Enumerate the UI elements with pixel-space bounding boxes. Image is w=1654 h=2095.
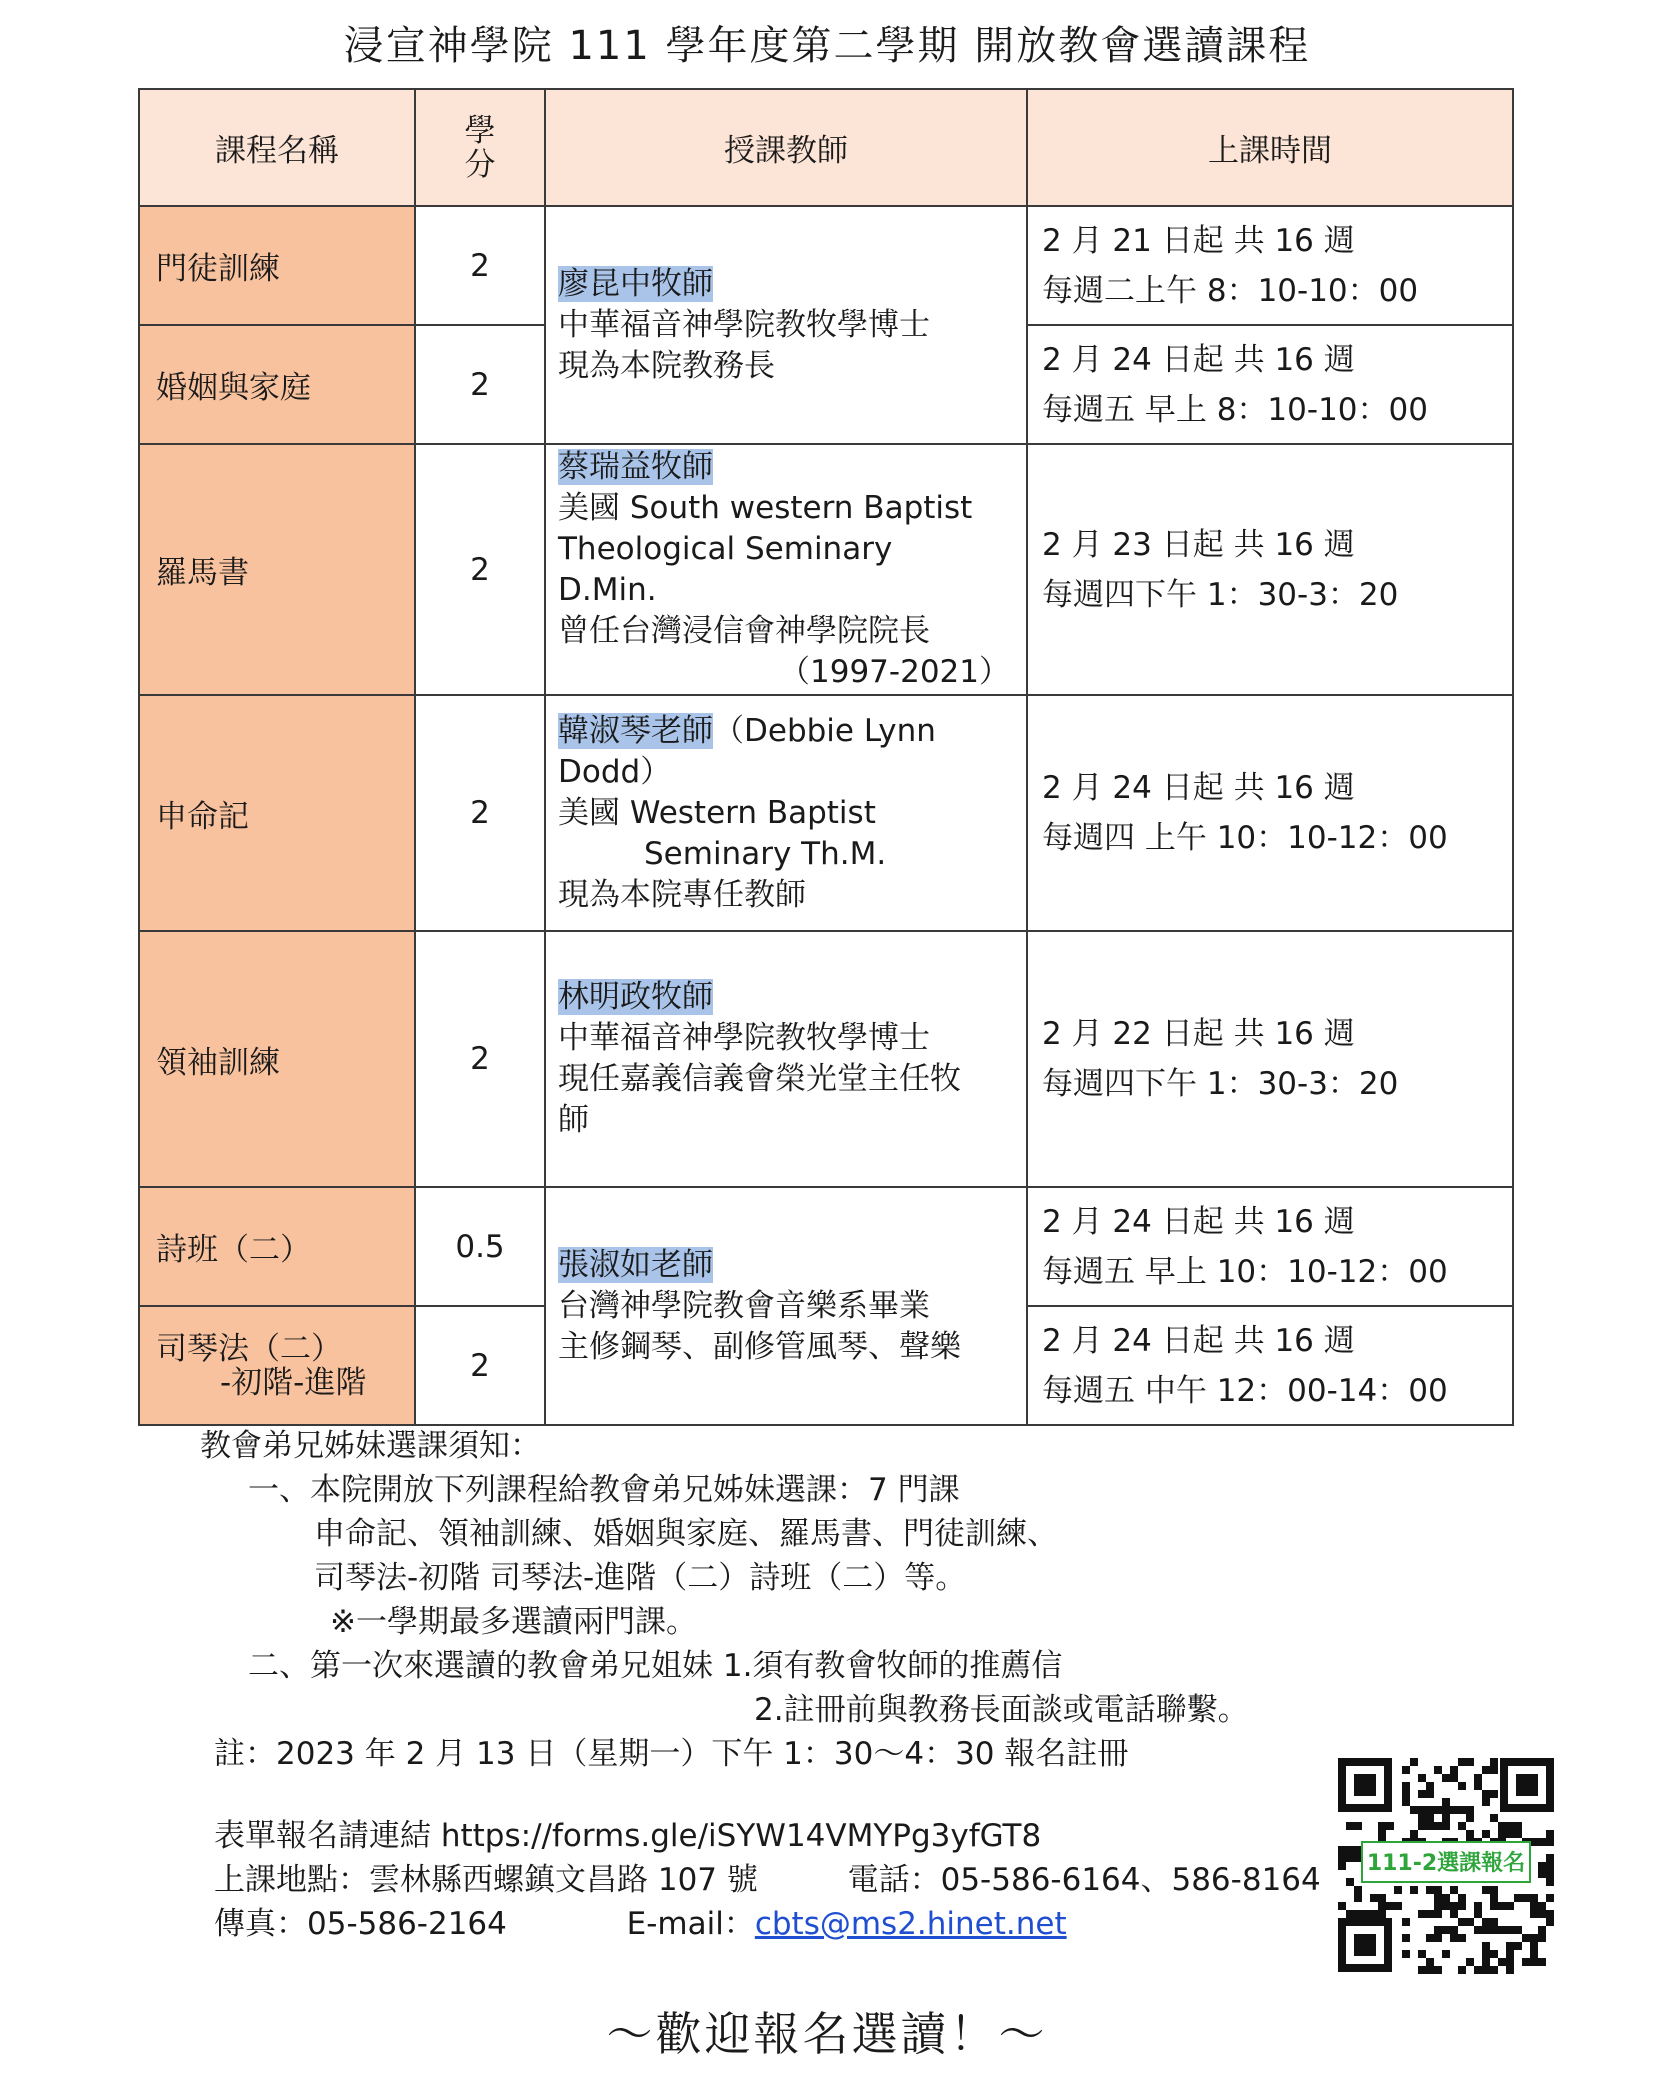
qr-code-icon[interactable] xyxy=(1336,1756,1556,1974)
course-start: 2 月 21 日起 共 16 週 xyxy=(1042,222,1355,259)
course-schedule: 每週五 早上 8：10-10：00 xyxy=(1042,391,1428,428)
teacher-bio: 現為本院教務長 xyxy=(558,347,775,384)
teacher-name: 韓淑琴老師 xyxy=(558,712,713,749)
teacher-bio: 台灣神學院教會音樂系畢業 xyxy=(558,1287,930,1324)
course-name: 門徒訓練 xyxy=(139,206,415,325)
course-time xyxy=(1027,206,1513,325)
teacher-bio: 曾任台灣浸信會神學院院長 xyxy=(558,612,930,649)
table-row xyxy=(139,695,1513,931)
course-name: 詩班（二） xyxy=(139,1187,415,1306)
course-start: 2 月 24 日起 共 16 週 xyxy=(1042,341,1355,378)
teacher-bio: 美國 South western Baptist xyxy=(558,489,973,526)
teacher-bio: 現任嘉義信義會榮光堂主任牧 xyxy=(558,1061,961,1097)
course-credit: 2 xyxy=(415,325,545,444)
course-credit: 2 xyxy=(415,1306,545,1425)
table-row xyxy=(139,206,1513,325)
course-name: 領袖訓練 xyxy=(139,931,415,1187)
header-credit-line1: 學 xyxy=(464,112,496,149)
table-header-row xyxy=(139,89,1513,206)
notes-item-1: 一、本院開放下列課程給教會弟兄姊妹選課：7 門課 xyxy=(248,1472,960,1508)
teacher-name: 張淑如老師 xyxy=(558,1246,713,1283)
course-start: 2 月 23 日起 共 16 週 xyxy=(1042,526,1355,563)
course-start: 2 月 24 日起 共 16 週 xyxy=(1042,1203,1355,1240)
header-credit-line2: 分 xyxy=(464,146,496,183)
teacher-bio: Theological Seminary xyxy=(558,530,893,567)
course-schedule: 每週四下午 1：30-3：20 xyxy=(1042,1066,1399,1102)
teacher-bio: 師 xyxy=(558,1102,589,1138)
course-credit: 2 xyxy=(415,206,545,325)
teacher-name: 蔡瑞益牧師 xyxy=(558,448,713,485)
teacher-cell xyxy=(545,1187,1027,1425)
course-time xyxy=(1027,1187,1513,1306)
course-time xyxy=(1027,695,1513,931)
course-name-sub: -初階-進階 xyxy=(220,1364,367,1401)
course-time xyxy=(1027,1306,1513,1425)
email-label: E-mail： xyxy=(626,1906,755,1942)
qr-label: 111-2選課報名 xyxy=(1366,1851,1526,1876)
course-schedule: 每週二上午 8：10-10：00 xyxy=(1042,272,1419,309)
teacher-name-suffix: （Debbie Lynn xyxy=(713,712,936,749)
course-time xyxy=(1027,325,1513,444)
course-credit: 2 xyxy=(415,444,545,695)
course-name: 婚姻與家庭 xyxy=(139,325,415,444)
teacher-bio: （1997-2021） xyxy=(779,653,1010,690)
phone: 電話：05-586-6164、586-8164 xyxy=(847,1862,1321,1898)
header-course-name: 課程名稱 xyxy=(139,89,415,206)
course-credit: 2 xyxy=(415,931,545,1187)
fax: 傳真：05-586-2164 xyxy=(214,1906,507,1942)
header-time: 上課時間 xyxy=(1027,89,1513,206)
course-start: 2 月 24 日起 共 16 週 xyxy=(1042,1322,1355,1359)
notes-item-1-courses: 申命記、領袖訓練、婚姻與家庭、羅馬書、門徒訓練、 xyxy=(314,1516,1058,1552)
course-credit: 2 xyxy=(415,695,545,931)
teacher-cell xyxy=(545,444,1027,695)
course-start: 2 月 22 日起 共 16 週 xyxy=(1042,1016,1355,1052)
teacher-bio: 主修鋼琴、副修管風琴、聲樂 xyxy=(558,1328,961,1365)
address: 上課地點：雲林縣西螺鎮文昌路 107 號 xyxy=(214,1862,758,1898)
teacher-cell xyxy=(545,206,1027,444)
teacher-bio: Seminary Th.M. xyxy=(644,835,887,872)
notes-heading: 教會弟兄姊妹選課須知： xyxy=(200,1428,541,1464)
teacher-bio: 中華福音神學院教牧學博士 xyxy=(558,306,930,343)
course-schedule: 每週四下午 1：30-3：20 xyxy=(1042,576,1399,613)
contact-info xyxy=(214,1814,1321,1946)
notes-item-2-line2: 2.註冊前與教務長面談或電話聯繫。 xyxy=(754,1692,1249,1728)
page-title: 浸宣神學院 111 學年度第二學期 開放教會選讀課程 xyxy=(343,23,1311,69)
welcome-message: ～歡迎報名選讀！～ xyxy=(606,2007,1048,2061)
teacher-bio: 美國 Western Baptist xyxy=(558,794,876,831)
course-time xyxy=(1027,444,1513,695)
course-table xyxy=(138,88,1514,1426)
course-schedule: 每週五 中午 12：00-14：00 xyxy=(1042,1372,1448,1409)
registration-note: 註：2023 年 2 月 13 日（星期一）下午 1：30～4：30 報名註冊 xyxy=(214,1736,1129,1772)
header-credit xyxy=(415,89,545,206)
course-name-cell xyxy=(139,1306,415,1425)
course-schedule: 每週五 早上 10：10-12：00 xyxy=(1042,1253,1448,1290)
table-row xyxy=(139,444,1513,695)
teacher-bio: 現為本院專任教師 xyxy=(558,876,806,913)
table-row xyxy=(139,1187,1513,1306)
teacher-name: 廖昆中牧師 xyxy=(558,265,713,302)
course-name: 申命記 xyxy=(139,695,415,931)
course-time xyxy=(1027,931,1513,1187)
course-schedule: 每週四 上午 10：10-12：00 xyxy=(1042,820,1448,856)
notes-item-2: 二、第一次來選讀的教會弟兄姐妹 1.須有教會牧師的推薦信 xyxy=(248,1648,1063,1684)
table-row xyxy=(139,931,1513,1187)
course-start: 2 月 24 日起 共 16 週 xyxy=(1042,770,1355,806)
teacher-cell xyxy=(545,695,1027,931)
email-link[interactable]: cbts@ms2.hinet.net xyxy=(754,1906,1067,1942)
header-teacher: 授課教師 xyxy=(545,89,1027,206)
notes-item-1-courses: 司琴法-初階 司琴法-進階（二）詩班（二）等。 xyxy=(314,1560,967,1596)
teacher-bio: 中華福音神學院教牧學博士 xyxy=(558,1020,930,1056)
form-link[interactable]: 表單報名請連結 https://forms.gle/iSYW14VMYPg3yfGT8 xyxy=(214,1818,1042,1854)
notes-item-1-note: ※一學期最多選讀兩門課。 xyxy=(330,1604,697,1640)
course-credit: 0.5 xyxy=(415,1187,545,1306)
course-name: 羅馬書 xyxy=(139,444,415,695)
enrollment-notes xyxy=(200,1424,1249,1776)
teacher-name: 林明政牧師 xyxy=(558,979,713,1015)
teacher-bio: Dodd） xyxy=(558,753,672,790)
teacher-bio: D.Min. xyxy=(558,571,657,608)
course-name: 司琴法（二） xyxy=(156,1330,342,1367)
teacher-cell xyxy=(545,931,1027,1187)
